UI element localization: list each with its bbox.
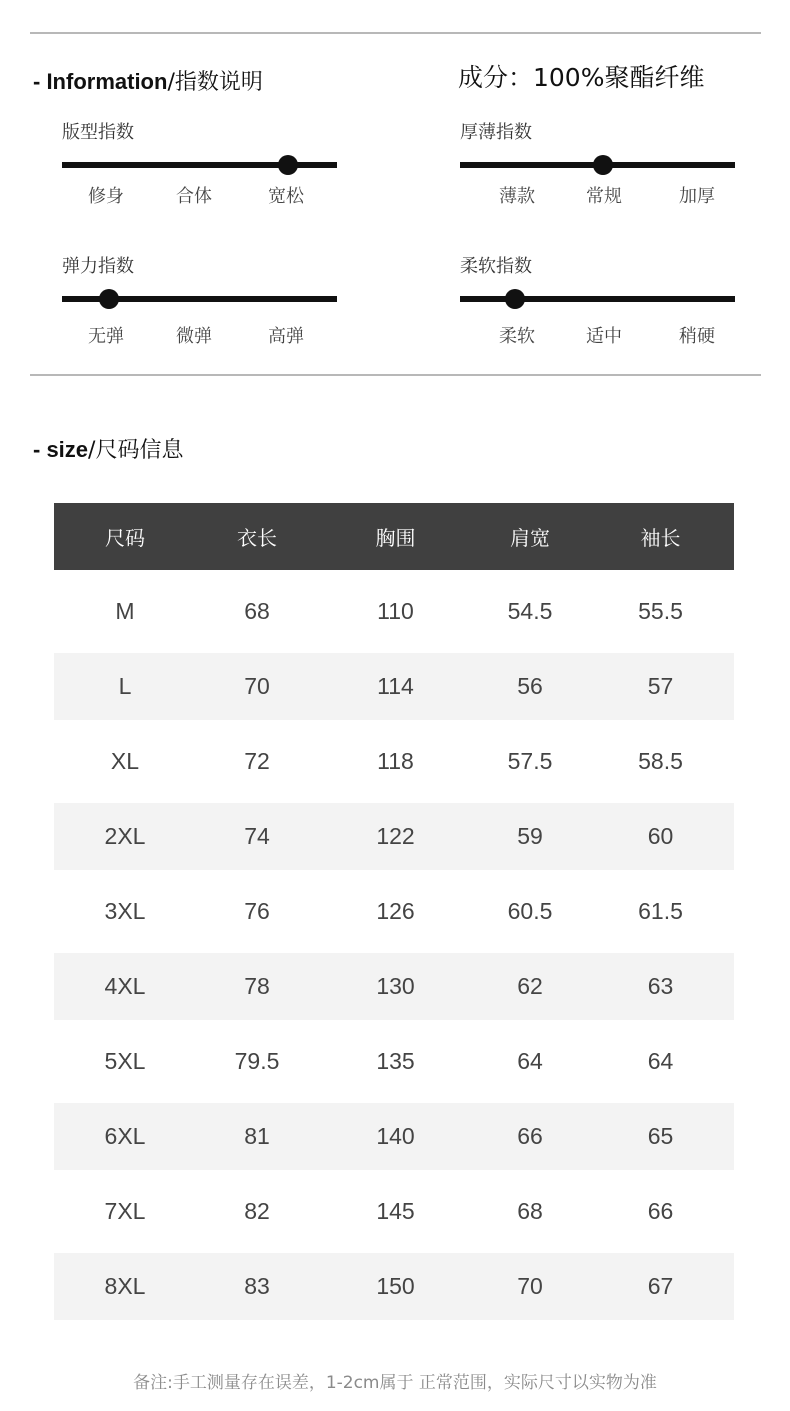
size-title-en: - size [33, 437, 89, 462]
header-sleeve: 袖长 [640, 526, 681, 550]
meter-tick-mid: 合体 [176, 186, 212, 207]
meter-label: 弹力指数 [62, 256, 134, 277]
table-row [54, 803, 734, 870]
meter-label: 柔软指数 [460, 256, 532, 277]
table-cell: 140 [376, 1123, 415, 1149]
table-cell: 64 [647, 1048, 674, 1074]
meter-indicator [505, 289, 525, 309]
softness-index-meter [460, 252, 735, 352]
table-cell: 5XL [104, 1048, 146, 1074]
table-row [54, 878, 734, 945]
table-cell: 79.5 [234, 1048, 280, 1074]
table-cell: 4XL [104, 973, 146, 999]
table-cell: 150 [376, 1273, 415, 1299]
table-cell: 68 [517, 1198, 543, 1224]
header-size: 尺码 [105, 526, 145, 550]
meter-indicator [278, 155, 298, 175]
table-cell: 83 [244, 1273, 270, 1299]
table-cell: 66 [517, 1123, 543, 1149]
elasticity-index-meter [62, 252, 337, 352]
meter-tick-labels [460, 182, 735, 208]
size-table-body [54, 578, 734, 1320]
table-cell: 8XL [104, 1273, 146, 1299]
header-shoulder: 肩宽 [510, 526, 550, 550]
table-cell: 65 [647, 1123, 674, 1149]
meter-indicator [593, 155, 613, 175]
table-cell: 110 [377, 598, 414, 624]
table-cell: 60 [647, 823, 674, 849]
meter-tick-high: 高弹 [268, 326, 304, 347]
table-cell: 70 [517, 1273, 543, 1299]
size-title-zh: /尺码信息 [88, 438, 184, 463]
meter-tick-high: 加厚 [679, 186, 715, 207]
top-divider [30, 32, 761, 34]
table-cell: 6XL [104, 1123, 146, 1149]
meter-tick-low: 薄款 [499, 186, 535, 207]
table-cell: 135 [376, 1048, 415, 1074]
header-length: 衣长 [237, 526, 277, 550]
table-cell: 126 [376, 898, 415, 924]
table-cell: 59 [517, 823, 543, 849]
size-table-header [54, 503, 734, 570]
middle-divider [30, 374, 761, 376]
table-cell: 63 [647, 973, 674, 999]
meter-tick-low: 修身 [88, 186, 124, 207]
header-chest: 胸围 [375, 526, 416, 550]
meter-tick-high: 稍硬 [679, 326, 715, 347]
table-cell: 67 [647, 1273, 674, 1299]
meter-track [460, 296, 735, 302]
table-cell: 58.5 [638, 748, 683, 774]
meter-tick-mid: 常规 [586, 186, 622, 207]
table-cell: 145 [376, 1198, 415, 1224]
meter-indicator [99, 289, 119, 309]
table-cell: 57 [647, 673, 674, 699]
table-row [54, 728, 734, 795]
table-row [54, 1028, 734, 1095]
table-cell: 66 [647, 1198, 674, 1224]
table-cell: M [115, 598, 135, 624]
table-cell: 70 [244, 673, 270, 699]
table-cell: 122 [376, 823, 415, 849]
table-row [54, 953, 734, 1020]
meter-tick-high: 宽松 [268, 186, 304, 207]
meter-tick-labels [62, 182, 337, 208]
table-cell: 130 [376, 973, 415, 999]
table-cell: 2XL [104, 823, 146, 849]
size-section-title [33, 433, 183, 464]
table-cell: 61.5 [638, 898, 683, 924]
table-cell: 55.5 [638, 598, 683, 624]
table-cell: XL [110, 748, 140, 774]
meter-tick-labels [62, 316, 337, 347]
table-cell: 62 [517, 973, 543, 999]
table-cell: 7XL [104, 1198, 146, 1224]
meter-tick-low: 无弹 [88, 326, 124, 347]
table-cell: 64 [517, 1048, 543, 1074]
table-cell: 74 [244, 823, 270, 849]
meter-tick-low: 柔软 [499, 326, 535, 347]
table-cell: 82 [244, 1198, 270, 1224]
meter-tick-mid: 微弹 [176, 326, 212, 347]
table-row [54, 1103, 734, 1170]
table-cell: 114 [377, 673, 414, 699]
meter-tick-mid: 适中 [586, 326, 622, 347]
table-cell: 118 [377, 748, 414, 774]
table-row [54, 1253, 734, 1320]
fabric-composition: 成分：100%聚酯纤维 [458, 63, 705, 92]
meter-label: 版型指数 [62, 122, 134, 143]
table-cell: 54.5 [507, 598, 553, 624]
information-title-en: - Information [33, 69, 168, 94]
table-row [54, 653, 734, 720]
table-cell: 68 [244, 598, 270, 624]
table-cell: 72 [244, 748, 270, 774]
table-cell: 78 [244, 973, 270, 999]
size-table [54, 503, 734, 1320]
table-row [54, 1178, 734, 1245]
meter-tick-labels [460, 316, 735, 347]
table-cell: L [118, 673, 132, 699]
measurement-note: 备注:手工测量存在误差，1-2cm属于 正常范围，实际尺寸以实物为准 [133, 1373, 657, 1393]
fit-index-meter [62, 118, 337, 218]
table-cell: 76 [244, 898, 270, 924]
table-cell: 57.5 [507, 748, 553, 774]
table-cell: 81 [244, 1123, 270, 1149]
meter-label: 厚薄指数 [460, 122, 532, 143]
thickness-index-meter [460, 118, 735, 218]
information-section-title [33, 65, 263, 96]
information-title-zh: /指数说明 [167, 70, 263, 95]
table-cell: 3XL [104, 898, 146, 924]
table-cell: 60.5 [507, 898, 553, 924]
table-cell: 56 [517, 673, 543, 699]
table-row [54, 578, 734, 645]
